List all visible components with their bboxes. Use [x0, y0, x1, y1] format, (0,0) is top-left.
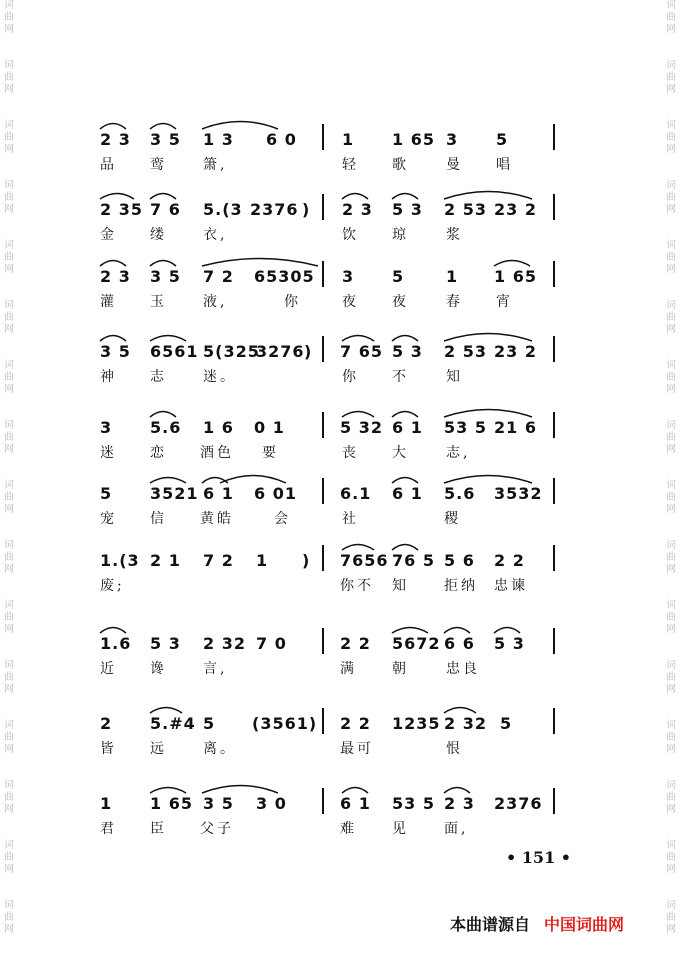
- slur: [442, 472, 534, 484]
- lyric: 君: [100, 821, 117, 837]
- slur: [340, 330, 376, 342]
- notation: 6 1: [203, 484, 234, 503]
- score-row-7: [0, 539, 680, 619]
- lyric: 春: [446, 294, 463, 310]
- lyric: 你不: [340, 578, 374, 594]
- lyric: 灌: [100, 294, 117, 310]
- lyric: 浆: [446, 227, 463, 243]
- lyric: 面,: [444, 821, 469, 837]
- lyric: 皆: [100, 741, 117, 757]
- notation: 65305: [254, 267, 315, 286]
- notation: 5.6: [150, 418, 182, 437]
- lyric: 难: [340, 821, 357, 837]
- notation: 23 2: [494, 342, 537, 361]
- lyric: 夜: [392, 294, 409, 310]
- lyric: 神: [100, 369, 117, 385]
- slur: [390, 622, 430, 634]
- lyric: 臣: [150, 821, 167, 837]
- slur: [492, 622, 522, 634]
- notation: 5: [392, 267, 405, 286]
- notation: 1: [342, 130, 355, 149]
- lyric: 缕: [150, 227, 167, 243]
- notation: 5 3: [494, 634, 525, 653]
- notation: 6 0: [266, 130, 297, 149]
- notation: 7 2: [203, 551, 234, 570]
- lyric: 你: [284, 294, 301, 310]
- notation: 6 6: [444, 634, 475, 653]
- notation: 6 1: [392, 418, 423, 437]
- notation: 5 3: [392, 342, 423, 361]
- notation: 6561: [150, 342, 199, 361]
- notation: 7656: [340, 551, 389, 570]
- lyric: 父子: [200, 821, 234, 837]
- lyric: 满: [340, 661, 357, 677]
- barline: [322, 478, 324, 504]
- slur: [148, 118, 178, 130]
- lyric: 衣,: [203, 227, 228, 243]
- notation: 1 6: [203, 418, 234, 437]
- notation: 3 0: [256, 794, 287, 813]
- notation: 2: [100, 714, 113, 733]
- slur: [390, 406, 420, 418]
- lyric: 品: [100, 157, 117, 173]
- notation: 5.#4: [150, 714, 196, 733]
- notation: 1: [256, 551, 269, 570]
- notation: 2 3: [100, 130, 131, 149]
- barline: [553, 788, 555, 814]
- notation: 1 3: [203, 130, 234, 149]
- lyric: 知: [392, 578, 409, 594]
- lyric: 志: [150, 369, 167, 385]
- slur: [98, 330, 128, 342]
- notation: 0 1: [254, 418, 285, 437]
- lyric: 饮: [342, 227, 359, 243]
- slur: [200, 255, 320, 267]
- lyric: 废;: [100, 578, 125, 594]
- lyric: 知: [446, 369, 463, 385]
- slur: [340, 782, 370, 794]
- lyric: 谗: [150, 661, 167, 677]
- slur: [390, 472, 420, 484]
- barline: [553, 124, 555, 150]
- notation: 6 1: [392, 484, 423, 503]
- slur: [148, 255, 178, 267]
- lyric: 你: [342, 369, 359, 385]
- slur: [148, 330, 188, 342]
- source-site-link[interactable]: 中国词曲网: [544, 915, 625, 934]
- score-row-10: [0, 782, 680, 862]
- lyric: 要: [262, 445, 279, 461]
- watermark-left: 词曲网 词曲网 词曲网 词曲网 词曲网 词曲网 词曲网 词曲网 词曲网 词曲网 词曲网 词曲网 词曲网 词曲网 词曲网 词曲网: [4, 0, 14, 935]
- notation: 2 2: [340, 714, 371, 733]
- notation: 5 32: [340, 418, 383, 437]
- notation: 53 5: [444, 418, 487, 437]
- lyric: 黄皓: [200, 511, 234, 527]
- notation: (3561): [252, 714, 318, 733]
- barline: [322, 261, 324, 287]
- notation: 2 53: [444, 342, 487, 361]
- lyric: 稷: [444, 511, 461, 527]
- barline: [322, 545, 324, 571]
- score-row-9: [0, 702, 680, 782]
- notation: 1: [446, 267, 459, 286]
- slur: [98, 118, 128, 130]
- lyric: 曼: [446, 157, 463, 173]
- notation: 5: [500, 714, 513, 733]
- notation: 7 0: [256, 634, 287, 653]
- notation: 5.6: [444, 484, 476, 503]
- notation: 23 2: [494, 200, 537, 219]
- slur: [200, 782, 280, 794]
- notation: 3 5: [203, 794, 234, 813]
- slur: [218, 472, 288, 484]
- barline: [553, 194, 555, 220]
- notation: 2376: [494, 794, 543, 813]
- notation: 2 2: [494, 551, 525, 570]
- notation: 2 1: [150, 551, 181, 570]
- notation: 2376: [250, 200, 299, 219]
- slur: [442, 622, 472, 634]
- lyric: 近: [100, 661, 117, 677]
- lyric: 不: [392, 369, 409, 385]
- lyric: 迷: [100, 445, 117, 461]
- barline: [322, 194, 324, 220]
- score-row-1: [0, 118, 680, 198]
- notation: 2 32: [444, 714, 487, 733]
- notation: 7 65: [340, 342, 383, 361]
- lyric: 信: [150, 511, 167, 527]
- lyric: 志,: [446, 445, 471, 461]
- score-row-4: [0, 330, 680, 410]
- notation: 3532: [494, 484, 543, 503]
- barline: [553, 708, 555, 734]
- lyric: 液,: [203, 294, 228, 310]
- barline: [322, 708, 324, 734]
- slur: [442, 702, 478, 714]
- notation: 1 65: [150, 794, 193, 813]
- barline: [322, 412, 324, 438]
- lyric: 唱: [496, 157, 513, 173]
- notation: 2 3: [342, 200, 373, 219]
- notation: 3: [446, 130, 459, 149]
- notation: 6 1: [340, 794, 371, 813]
- lyric: 金: [100, 227, 117, 243]
- slur: [200, 118, 280, 130]
- notation: 1 65: [392, 130, 435, 149]
- slur: [442, 782, 472, 794]
- slur: [390, 188, 420, 200]
- notation: 2 2: [340, 634, 371, 653]
- notation: 5: [203, 714, 216, 733]
- source-credit: [450, 912, 624, 935]
- barline: [553, 336, 555, 362]
- slur: [492, 255, 532, 267]
- lyric: 琼: [392, 227, 409, 243]
- notation: 3: [342, 267, 355, 286]
- lyric: 丧: [342, 445, 359, 461]
- lyric: 朝: [392, 661, 409, 677]
- notation: 5.(3: [203, 200, 243, 219]
- notation: 1 65: [494, 267, 537, 286]
- lyric: 恨: [446, 741, 463, 757]
- barline: [322, 124, 324, 150]
- slur: [340, 539, 376, 551]
- slur: [442, 188, 534, 200]
- notation: 2 3: [444, 794, 475, 813]
- score-row-3: [0, 255, 680, 335]
- lyric: 拒纳: [444, 578, 478, 594]
- page-number: • 151 •: [506, 848, 571, 867]
- barline: [553, 261, 555, 287]
- notation: 7 2: [203, 267, 234, 286]
- barline: [553, 478, 555, 504]
- score-row-8: [0, 622, 680, 702]
- lyric: 玉: [150, 294, 167, 310]
- notation: 3276: [256, 342, 305, 361]
- lyric: 会: [274, 511, 291, 527]
- lyric: 离。: [203, 741, 237, 757]
- notation: 3 5: [150, 130, 181, 149]
- notation: 1.6: [100, 634, 132, 653]
- notation: 5 3: [150, 634, 181, 653]
- lyric: 夜: [342, 294, 359, 310]
- lyric: 见: [392, 821, 409, 837]
- lyric: 宠: [100, 511, 117, 527]
- slur: [148, 188, 178, 200]
- slur: [442, 330, 534, 342]
- lyric: 远: [150, 741, 167, 757]
- notation: 2 3: [100, 267, 131, 286]
- notation: 2 32: [203, 634, 246, 653]
- source-prefix: 本曲谱源自: [450, 915, 531, 934]
- barline: [553, 628, 555, 654]
- barline: [322, 628, 324, 654]
- notation: 3 5: [100, 342, 131, 361]
- lyric: 迷。: [203, 369, 237, 385]
- slur: [340, 406, 376, 418]
- watermark-right: 词曲网 词曲网 词曲网 词曲网 词曲网 词曲网 词曲网 词曲网 词曲网 词曲网 词曲网 词曲网 词曲网 词曲网 词曲网 词曲网: [666, 0, 676, 935]
- notation: 1.(3: [100, 551, 140, 570]
- lyric: 箫,: [203, 157, 228, 173]
- notation: 3521: [150, 484, 199, 503]
- notation: ): [304, 342, 313, 361]
- slur: [98, 255, 128, 267]
- notation: 7 6: [150, 200, 181, 219]
- notation: ): [302, 200, 311, 219]
- slur: [390, 539, 420, 551]
- notation: 5 6: [444, 551, 475, 570]
- notation: 53 5: [392, 794, 435, 813]
- slur: [148, 782, 188, 794]
- slur: [98, 622, 128, 634]
- notation: 6.1: [340, 484, 372, 503]
- lyric: 宵: [496, 294, 513, 310]
- notation: 21 6: [494, 418, 537, 437]
- lyric: 忠谏: [494, 578, 528, 594]
- slur: [98, 188, 136, 200]
- lyric: 轻: [342, 157, 359, 173]
- notation: 1: [100, 794, 113, 813]
- notation: 3: [100, 418, 113, 437]
- notation: 5: [100, 484, 113, 503]
- notation: 6 01: [254, 484, 297, 503]
- lyric: 忠良: [446, 661, 480, 677]
- slur: [340, 188, 370, 200]
- lyric: 最可: [340, 741, 374, 757]
- notation: ): [302, 551, 311, 570]
- barline: [322, 788, 324, 814]
- lyric: 大: [392, 445, 409, 461]
- notation: 5: [496, 130, 509, 149]
- barline: [553, 545, 555, 571]
- slur: [390, 330, 420, 342]
- notation: 76 5: [392, 551, 435, 570]
- notation: 5 3: [392, 200, 423, 219]
- slur: [148, 472, 188, 484]
- barline: [553, 412, 555, 438]
- lyric: 酒色: [200, 445, 234, 461]
- lyric: 言,: [203, 661, 228, 677]
- lyric: 社: [342, 511, 359, 527]
- slur: [442, 406, 534, 418]
- lyric: 鸾: [150, 157, 167, 173]
- notation: 2 53: [444, 200, 487, 219]
- notation: 3 5: [150, 267, 181, 286]
- lyric: 歌: [392, 157, 409, 173]
- notation: 5(325: [203, 342, 260, 361]
- notation: 5672: [392, 634, 441, 653]
- lyric: 恋: [150, 445, 167, 461]
- slur: [148, 406, 178, 418]
- notation: 1235: [392, 714, 441, 733]
- slur: [148, 702, 184, 714]
- notation: 2 35: [100, 200, 143, 219]
- barline: [322, 336, 324, 362]
